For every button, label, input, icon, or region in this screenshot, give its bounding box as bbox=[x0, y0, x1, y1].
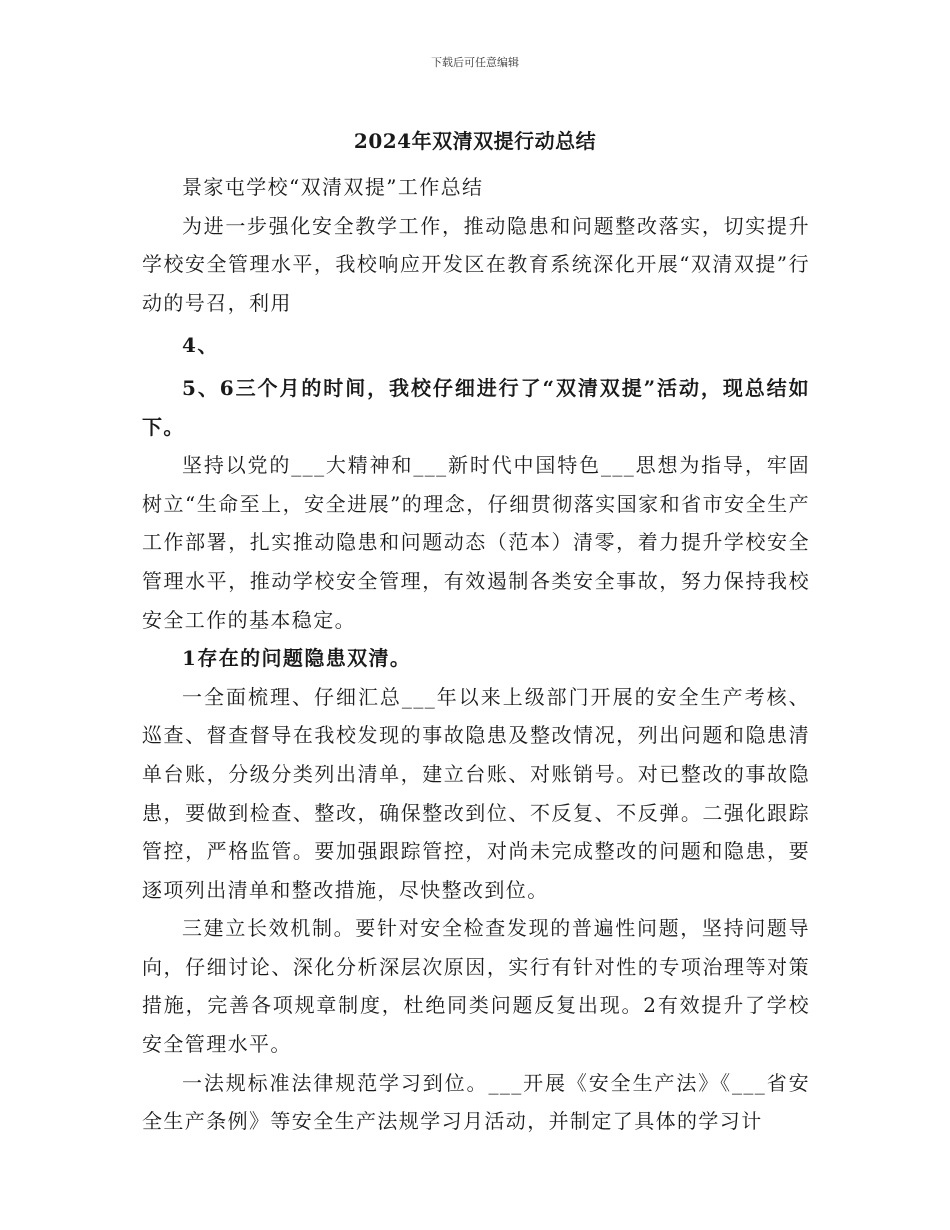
header-note: 下载后可任意编辑 bbox=[431, 56, 519, 69]
paragraph-review-tracking: 一全面梳理、仔细汇总___年以来上级部门开展的安全生产考核、巡查、督查督导在我校发现的事故隐患及整改情况，列出问题和隐患清单台账，分级分类列出清单，建立台账、对账销号。对已整改的事故隐患，要做到检查、整改，确保整改到位、不反复、不反弹。二强化跟踪管控，严格监管。要加强跟踪管控，对尚未完成整改的问题和隐患，要逐项列出清单和整改措施，尽快整改到位。 bbox=[142, 684, 810, 902]
paragraph-months-summary: 5、6三个月的时间，我校仔细进行了“双清双提”活动，现总结如下。 bbox=[142, 375, 810, 439]
paragraph-intro: 为进一步强化安全教学工作，推动隐患和问题整改落实，切实提升学校安全管理水平，我校响应开发区在教育系统深化开展“双清双提”行动的号召，利用 bbox=[142, 213, 810, 315]
section-heading-1: 1存在的问题隐患双清。 bbox=[182, 646, 412, 671]
document-body bbox=[142, 168, 810, 1141]
paragraph-school-title: 景家屯学校“双清双提”工作总结 bbox=[182, 175, 484, 199]
document-title: 2024年双清双提行动总结 bbox=[353, 129, 597, 153]
paragraph-regulation-study: 一法规标准法律规范学习到位。___开展《安全生产法》《___省安全生产条例》等安全生产法规学习月活动，并制定了具体的学习计 bbox=[142, 1070, 810, 1134]
paragraph-month-4: 4、 bbox=[182, 333, 219, 358]
paragraph-long-term-mechanism: 三建立长效机制。要针对安全检查发现的普遍性问题，坚持问题导向，仔细讨论、深化分析深层次原因，实行有针对性的专项治理等对策措施，完善各项规章制度，杜绝同类问题反复出现。2有效提升了学校安全管理水平。 bbox=[142, 916, 810, 1057]
paragraph-guiding-principle: 坚持以党的___大精神和___新时代中国特色___思想为指导，牢固树立“生命至上，安全进展”的理念，仔细贯彻落实国家和省市安全生产工作部署，扎实推动隐患和问题动态（范本）清零，着力提升学校安全管理水平，推动学校安全管理，有效遏制各类安全事故，努力保持我校安全工作的基本稳定。 bbox=[142, 453, 810, 632]
